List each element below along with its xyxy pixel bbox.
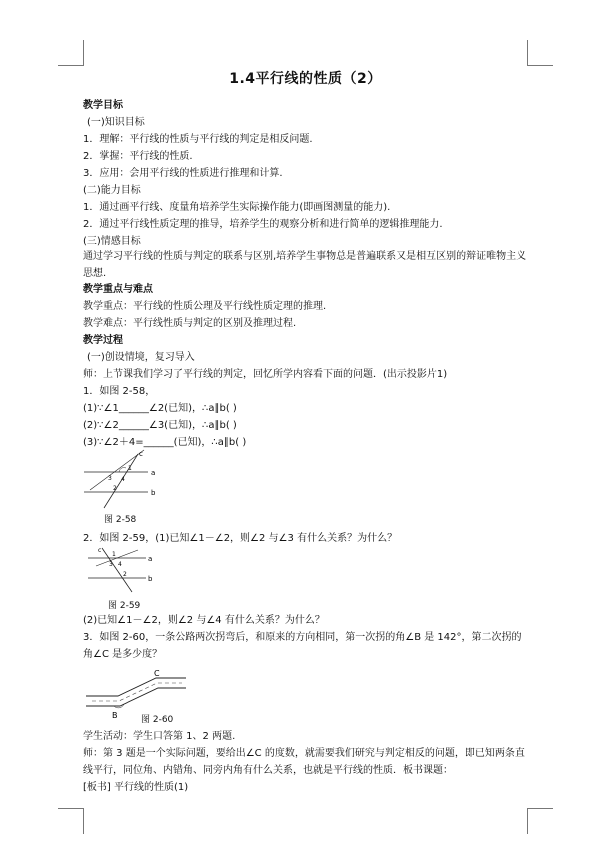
- process-heading: 教学过程: [83, 335, 123, 346]
- fig58-num-1: 1: [128, 465, 132, 472]
- fig59-num-3: 3: [109, 561, 113, 568]
- figure-2-58: [84, 450, 164, 510]
- question-1a: (1)∵∠1______∠2(已知)，∴a∥b( ): [83, 403, 237, 414]
- fig59-num-4: 4: [118, 561, 122, 568]
- student-activity: 学生活动：学生口答第 1、2 两题.: [83, 731, 236, 742]
- page-title: 1.4平行线的性质（2）: [229, 71, 382, 87]
- figure-2-60-caption: 图 2-60: [141, 715, 174, 725]
- ability-heading: (二)能力目标: [83, 185, 141, 196]
- figure-2-59-caption: 图 2-59: [108, 601, 141, 611]
- fig58-label-c: c: [139, 450, 143, 458]
- fig59-num-2: 2: [123, 571, 127, 578]
- fig58-label-a: a: [151, 469, 156, 477]
- teacher-line-2: 师：第 3 题是一个实际问题，要给出∠C 的度数，就需要我们研究与判定相反的问题，即已知两条直线平行，同位角、内错角、同旁内角有什么关系，也就是平行线的性质．板书课题：: [83, 748, 525, 776]
- fig59-num-1: 1: [112, 551, 116, 558]
- figure-2-58-caption: 图 2-58: [104, 515, 137, 525]
- ability-item-2: 2．通过平行线性质定理的推导，培养学生的观察分析和进行简单的逻辑推理能力.: [83, 219, 443, 230]
- teacher-line-1: 师：上节课我们学习了平行线的判定，回忆所学内容看下面的问题．(出示投影片1): [83, 369, 448, 380]
- knowledge-item-1: 1．理解：平行线的性质与平行线的判定是相反问题.: [83, 134, 313, 145]
- step-1: (一)创设情境，复习导入: [87, 352, 195, 363]
- ability-item-1: 1．通过画平行线、度量角培养学生实际操作能力(即画图测量的能力).: [83, 202, 391, 213]
- question-3: 3．如图 2-60，一条公路两次拐弯后，和原来的方向相同，第一次拐的角∠B 是 142°，第二次拐的角∠C 是多少度？: [83, 632, 522, 660]
- knowledge-heading: (一)知识目标: [87, 117, 145, 128]
- knowledge-item-3: 3．应用：会用平行线的性质进行推理和计算.: [83, 168, 283, 179]
- key-heading: 教学重点与难点: [83, 284, 153, 295]
- fig59-label-a: a: [148, 555, 153, 563]
- key-point: 教学重点：平行线的性质公理及平行线性质定理的推理.: [83, 301, 327, 312]
- question-1b: (2)∵∠2______∠3(已知)，∴a∥b( ): [83, 420, 237, 431]
- question-2b: (2)已知∠1－∠2，则∠2 与∠4 有什么关系？为什么？: [83, 615, 325, 626]
- goals-heading: 教学目标: [83, 100, 123, 111]
- question-1: 1．如图 2-58，: [83, 386, 156, 397]
- fig59-label-b: b: [148, 575, 153, 583]
- fig58-num-3: 3: [108, 475, 112, 482]
- figure-2-59: [88, 546, 158, 596]
- fig60-label-b: B: [112, 711, 118, 720]
- question-1c: (3)∵∠2＋4=______(已知)，∴a∥b( ): [83, 437, 247, 448]
- fig58-num-2: 2: [113, 485, 117, 492]
- question-2: 2．如图 2-59，(1)已知∠1－∠2，则∠2 与∠3 有什么关系？为什么？: [83, 533, 398, 544]
- difficult-point: 教学难点：平行线性质与判定的区别及推理过程.: [83, 318, 297, 329]
- knowledge-item-2: 2．掌握：平行线的性质.: [83, 151, 193, 162]
- emotion-heading: (三)情感目标: [83, 236, 141, 247]
- fig58-num-4: 4: [121, 476, 125, 483]
- board-title: [板书] 平行线的性质(1): [83, 782, 189, 793]
- fig58-label-b: b: [151, 489, 156, 497]
- fig60-label-c: C: [154, 669, 160, 678]
- fig59-label-c: c: [98, 547, 102, 554]
- emotion-text: 通过学习平行线的性质与判定的联系与区别,培养学生事物总是普遍联系又是相互区别的辩证唯物主义思想.: [83, 251, 527, 279]
